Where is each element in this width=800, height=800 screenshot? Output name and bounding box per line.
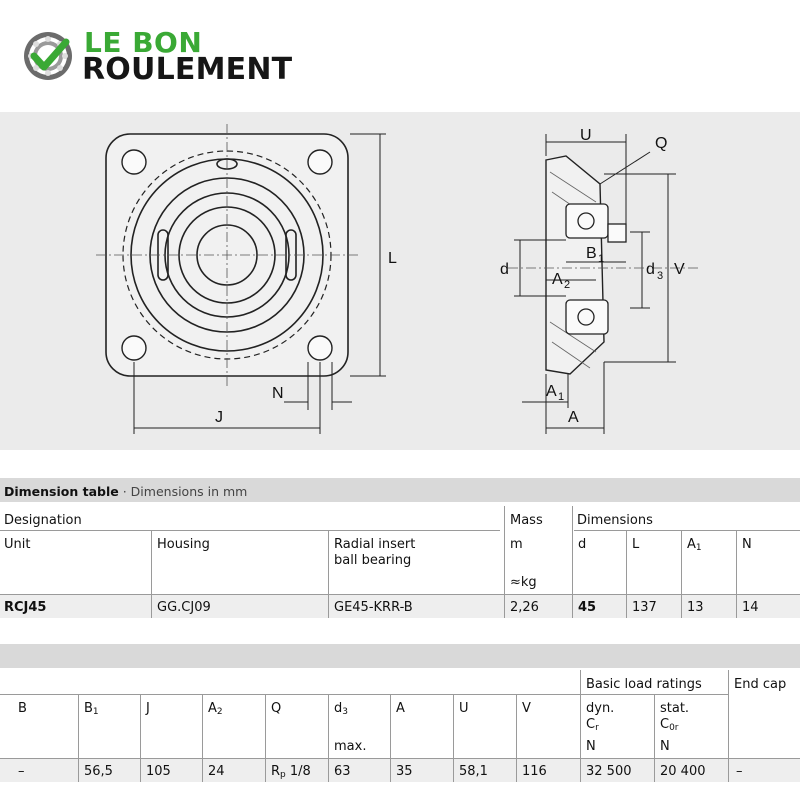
cell-V: 116: [522, 764, 547, 779]
dim-B1-sub: 1: [598, 253, 605, 265]
dimension-table-2: [0, 670, 800, 782]
cell-U: 58,1: [459, 764, 488, 779]
dim-L: L: [388, 250, 397, 267]
header-B: B: [18, 701, 27, 716]
brand-logo: [22, 24, 302, 86]
header-J: J: [146, 701, 150, 716]
group-mass: Mass: [510, 513, 543, 528]
dim-A: A: [568, 409, 579, 426]
cell-A2: 24: [208, 764, 225, 779]
cell-d: 45: [578, 600, 597, 615]
header-dyn: dyn. $C_r$: [586, 701, 615, 733]
cell-L: 137: [632, 600, 657, 615]
dim-B1: B: [586, 245, 597, 262]
dim-d: d: [500, 261, 509, 278]
group-dimensions: Dimensions: [577, 513, 653, 528]
cell-endcap: –: [736, 764, 743, 779]
logo-line-2: ROULEMENT: [82, 52, 293, 87]
cell-J: 105: [146, 764, 171, 779]
cell-Q: $R_p$ 1/8: [271, 764, 311, 780]
header-U: U: [459, 701, 469, 716]
header-d: d: [578, 537, 587, 552]
cell-Cr: 32 500: [586, 764, 632, 779]
group-designation: Designation: [4, 513, 82, 528]
drawing-svg: [0, 112, 800, 450]
header-m: m: [510, 537, 523, 552]
cell-B: –: [18, 764, 25, 779]
dim-A1: A: [546, 383, 557, 400]
dim-J: J: [215, 409, 223, 426]
bearing-check-icon: [22, 30, 78, 86]
table-title: Dimension table: [4, 484, 119, 499]
dim-A1-sub: 1: [558, 391, 565, 403]
cell-d3: 63: [334, 764, 351, 779]
header-A1: $A_1$: [687, 537, 702, 553]
header-insert: Radial insert ball bearing: [334, 537, 416, 568]
cell-unit: RCJ45: [4, 600, 47, 615]
header-d3-note: max.: [334, 739, 367, 754]
logo-line-1: LE BON: [84, 26, 203, 59]
group-load-ratings: Basic load ratings: [586, 677, 702, 692]
dimension-table-header: [0, 478, 800, 502]
header-unit: Unit: [4, 537, 31, 552]
header-stat-unit: N: [660, 739, 670, 754]
cell-housing: GG.CJ09: [157, 600, 211, 615]
header-stat: stat. $C_{0r}$: [660, 701, 690, 733]
cell-N: 14: [742, 600, 759, 615]
cell-A: 35: [396, 764, 413, 779]
header-L: L: [632, 537, 640, 552]
header-dyn-unit: N: [586, 739, 596, 754]
header-A2: $A_2$: [208, 701, 223, 717]
header-B1: $B_1$: [84, 701, 99, 717]
header-N: N: [742, 537, 752, 552]
dimension-table-1: [0, 506, 800, 618]
dim-N: N: [272, 385, 284, 402]
dim-Q: Q: [655, 135, 668, 152]
cell-mass: 2,26: [510, 600, 539, 615]
dim-U: U: [580, 127, 592, 144]
technical-drawing: [0, 112, 800, 450]
header-m-unit: ≈kg: [510, 575, 537, 590]
dim-A2-sub: 2: [564, 279, 571, 291]
header-housing: Housing: [157, 537, 210, 552]
cell-A1: 13: [687, 600, 704, 615]
cell-C0r: 20 400: [660, 764, 706, 779]
table-subtitle: · Dimensions in mm: [122, 484, 248, 499]
header-A: A: [396, 701, 405, 716]
group-end-cap: End cap: [734, 677, 787, 692]
header-Q: Q: [271, 701, 282, 716]
dim-d3: d: [646, 261, 655, 278]
header-V: V: [522, 701, 531, 716]
cell-B1: 56,5: [84, 764, 113, 779]
dimension-table-2-band: [0, 644, 800, 668]
dim-V: V: [674, 261, 685, 278]
dim-d3-sub: 3: [657, 270, 664, 282]
cell-insert: GE45-KRR-B: [334, 600, 413, 615]
header-d3: $d_3$: [334, 701, 348, 717]
dim-A2: A: [552, 271, 563, 288]
